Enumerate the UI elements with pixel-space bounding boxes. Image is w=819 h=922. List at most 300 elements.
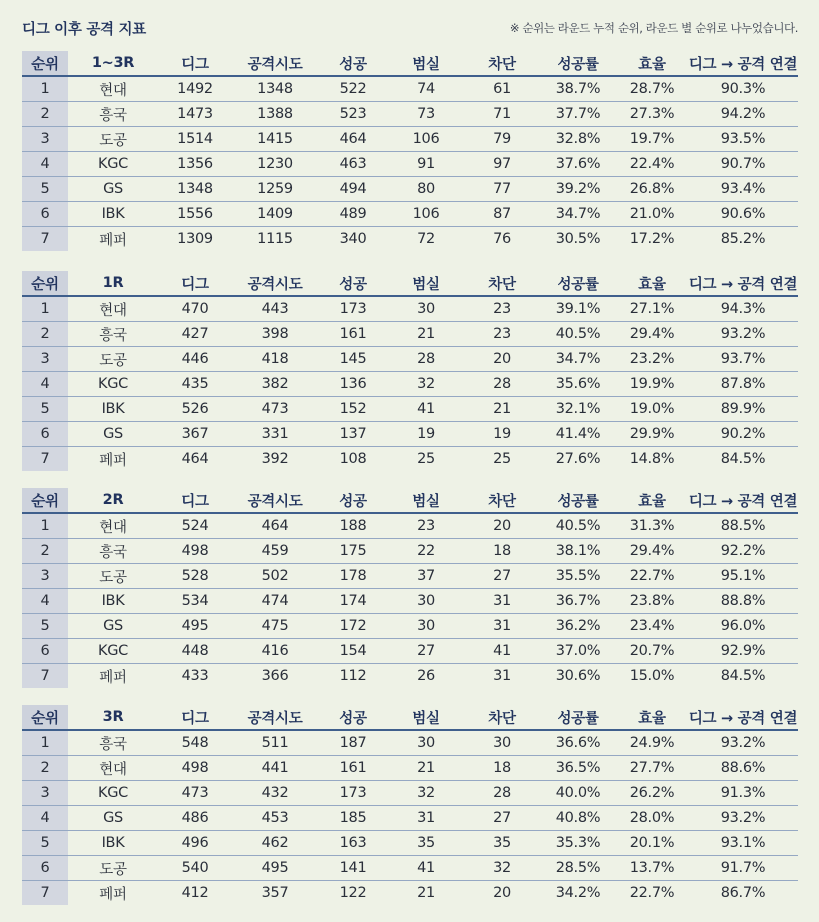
cell-team: 페퍼 [99,232,127,249]
cell-digs: 526 [158,397,232,422]
cell-blocked: 28 [464,781,540,806]
cell-errors: 35 [388,831,464,856]
cell-team: 흥국 [68,730,158,756]
column-header-efficiency: 효율 [616,488,688,513]
cell-success-rate: 36.7% [540,589,616,614]
cell-digs: 1356 [158,152,232,177]
cell-dig-to-attack: 95.1% [688,564,798,589]
cell-attack-attempts: 1230 [232,152,318,177]
cell-success: 464 [318,127,388,152]
column-header-success-rate: 성공률 [540,271,616,296]
column-header-success-rate: 성공률 [540,705,616,730]
cell-blocked: 31 [464,589,540,614]
cell-blocked: 32 [464,856,540,881]
column-header-success: 성공 [318,51,388,76]
cell-success-rate: 32.1% [540,397,616,422]
cell-digs: 1473 [158,102,232,127]
cell-errors: 41 [388,856,464,881]
stats-table [22,705,798,905]
cell-success: 152 [318,397,388,422]
column-header-success: 성공 [318,705,388,730]
cell-efficiency: 23.8% [616,589,688,614]
cell-rank: 6 [22,202,68,227]
cell-team: KGC [68,781,158,806]
cell-attack-attempts: 459 [232,539,318,564]
cell-attack-attempts: 464 [232,513,318,539]
cell-errors: 106 [388,202,464,227]
cell-dig-to-attack: 87.8% [688,372,798,397]
cell-success: 154 [318,639,388,664]
cell-blocked: 61 [464,76,540,102]
cell-dig-to-attack: 85.2% [720,231,766,247]
table-row [22,397,798,422]
cell-blocked: 41 [464,639,540,664]
cell-efficiency: 28.0% [616,806,688,831]
cell-efficiency: 21.0% [616,202,688,227]
table-row [22,102,798,127]
cell-success: 178 [318,564,388,589]
cell-efficiency: 22.4% [616,152,688,177]
table-row [22,781,798,806]
table-row [22,806,798,831]
cell-success-rate: 36.6% [540,730,616,756]
cell-errors: 80 [388,177,464,202]
cell-success: 137 [318,422,388,447]
column-header-success-rate: 성공률 [540,488,616,513]
cell-blocked: 23 [464,322,540,347]
cell-rank: 7 [22,664,68,689]
column-header-efficiency: 효율 [616,51,688,76]
column-header-efficiency: 효율 [616,705,688,730]
cell-efficiency: 15.0% [629,668,675,684]
cell-success-rate: 30.5% [555,231,601,247]
cell-errors: 30 [388,296,464,322]
cell-blocked: 97 [464,152,540,177]
cell-attack-attempts: 1259 [232,177,318,202]
cell-dig-to-attack: 84.5% [720,451,766,467]
cell-digs: 495 [158,614,232,639]
column-header-efficiency: 효율 [616,271,688,296]
cell-errors: 72 [417,231,435,247]
cell-success: 141 [318,856,388,881]
cell-attack-attempts: 398 [232,322,318,347]
cell-attack-attempts: 462 [232,831,318,856]
cell-dig-to-attack: 84.5% [720,668,766,684]
cell-rank: 1 [22,730,68,756]
ranking-note: ※ 순위는 라운드 누적 순위, 라운드 별 순위로 나누었습니다. [509,21,798,35]
cell-errors: 73 [388,102,464,127]
cell-efficiency: 22.7% [629,885,675,901]
table-row [22,589,798,614]
cell-team: IBK [68,202,158,227]
cell-success: 494 [318,177,388,202]
cell-team: IBK [68,831,158,856]
cell-dig-to-attack: 93.4% [688,177,798,202]
column-header-dig-to-attack: 디그 → 공격 연결 [688,271,798,296]
cell-rank: 4 [22,372,68,397]
cell-digs: 473 [158,781,232,806]
cell-errors: 74 [388,76,464,102]
cell-blocked: 28 [464,372,540,397]
table-header-row [22,51,798,76]
stats-table [22,488,798,688]
table-row [22,127,798,152]
cell-dig-to-attack: 93.1% [688,831,798,856]
cell-team: IBK [68,397,158,422]
cell-team: 도공 [68,564,158,589]
table-row [22,296,798,322]
cell-digs: 1309 [177,231,213,247]
cell-attack-attempts: 432 [232,781,318,806]
cell-attack-attempts: 416 [232,639,318,664]
cell-attack-attempts: 502 [232,564,318,589]
cell-success-rate: 41.4% [540,422,616,447]
column-header-success-rate: 성공률 [540,51,616,76]
cell-efficiency: 31.3% [616,513,688,539]
cell-errors: 31 [388,806,464,831]
cell-efficiency: 29.4% [616,539,688,564]
cell-attack-attempts: 382 [232,372,318,397]
cell-errors: 25 [417,451,435,467]
cell-efficiency: 23.2% [616,347,688,372]
cell-blocked: 31 [493,668,511,684]
column-header-dig-to-attack: 디그 → 공격 연결 [688,705,798,730]
column-header-attack-attempts: 공격시도 [232,705,318,730]
cell-digs: 1492 [158,76,232,102]
cell-success-rate: 37.6% [540,152,616,177]
cell-digs: 433 [181,668,209,684]
cell-success: 489 [318,202,388,227]
page-header [22,14,798,42]
column-header-rank: 순위 [22,271,68,296]
cell-dig-to-attack: 86.7% [720,885,766,901]
cell-blocked: 79 [464,127,540,152]
table-row [22,539,798,564]
cell-efficiency: 29.9% [616,422,688,447]
cell-success-rate: 36.5% [540,756,616,781]
cell-team: 도공 [68,856,158,881]
column-header-team: 2R [68,488,158,513]
cell-team: 페퍼 [99,886,127,903]
cell-success-rate: 38.7% [540,76,616,102]
table-row [22,322,798,347]
cell-dig-to-attack: 96.0% [688,614,798,639]
cell-efficiency: 19.7% [616,127,688,152]
cell-efficiency: 14.8% [629,451,675,467]
cell-efficiency: 13.7% [616,856,688,881]
column-header-team: 3R [68,705,158,730]
cell-rank: 7 [22,227,68,252]
cell-efficiency: 17.2% [629,231,675,247]
cell-blocked: 23 [464,296,540,322]
cell-success: 161 [318,322,388,347]
cell-success-rate: 38.1% [540,539,616,564]
table-row [22,664,798,689]
cell-rank: 7 [22,881,68,906]
cell-digs: 1348 [158,177,232,202]
cell-success-rate: 40.8% [540,806,616,831]
cell-success: 523 [318,102,388,127]
cell-dig-to-attack: 94.2% [688,102,798,127]
cell-attack-attempts: 418 [232,347,318,372]
cell-blocked: 71 [464,102,540,127]
cell-blocked: 31 [464,614,540,639]
cell-team: 도공 [68,347,158,372]
table-header-row [22,271,798,296]
cell-team: KGC [68,152,158,177]
cell-blocked: 25 [493,451,511,467]
cell-efficiency: 20.1% [616,831,688,856]
cell-errors: 30 [388,730,464,756]
cell-success: 112 [339,668,367,684]
table-row [22,639,798,664]
cell-attack-attempts: 495 [232,856,318,881]
cell-blocked: 20 [464,347,540,372]
cell-rank: 3 [22,781,68,806]
cell-efficiency: 22.7% [616,564,688,589]
cell-digs: 498 [158,539,232,564]
cell-success-rate: 35.3% [540,831,616,856]
table-row [22,564,798,589]
table-row [22,422,798,447]
column-header-attack-attempts: 공격시도 [232,271,318,296]
cell-success-rate: 40.0% [540,781,616,806]
cell-success-rate: 27.6% [555,451,601,467]
cell-efficiency: 27.1% [616,296,688,322]
cell-team: 현대 [68,296,158,322]
table-row [22,730,798,756]
cell-efficiency: 19.9% [616,372,688,397]
cell-errors: 21 [388,756,464,781]
cell-success-rate: 39.1% [540,296,616,322]
cell-digs: 534 [158,589,232,614]
cell-team: 흥국 [68,102,158,127]
cell-dig-to-attack: 89.9% [688,397,798,422]
table-row [22,76,798,102]
column-header-dig-to-attack: 디그 → 공격 연결 [688,51,798,76]
cell-success: 188 [318,513,388,539]
cell-rank: 2 [22,102,68,127]
cell-rank: 6 [22,856,68,881]
cell-success-rate: 35.6% [540,372,616,397]
cell-success: 163 [318,831,388,856]
table-row [22,447,798,472]
cell-errors: 21 [417,885,435,901]
cell-efficiency: 26.2% [616,781,688,806]
cell-success: 108 [339,451,367,467]
cell-errors: 28 [388,347,464,372]
cell-digs: 486 [158,806,232,831]
cell-rank: 6 [22,639,68,664]
cell-team: 현대 [68,513,158,539]
cell-dig-to-attack: 93.2% [688,806,798,831]
cell-digs: 464 [181,451,209,467]
cell-team: KGC [68,372,158,397]
cell-attack-attempts: 441 [232,756,318,781]
cell-attack-attempts: 357 [261,885,289,901]
cell-success-rate: 39.2% [540,177,616,202]
cell-errors: 27 [388,639,464,664]
cell-efficiency: 20.7% [616,639,688,664]
cell-attack-attempts: 366 [261,668,289,684]
cell-dig-to-attack: 90.3% [688,76,798,102]
cell-errors: 19 [388,422,464,447]
cell-success: 173 [318,781,388,806]
column-header-digs: 디그 [158,51,232,76]
cell-errors: 30 [388,589,464,614]
cell-success-rate: 40.5% [540,513,616,539]
cell-rank: 2 [22,539,68,564]
cell-success-rate: 34.7% [540,202,616,227]
cell-digs: 367 [158,422,232,447]
cell-rank: 3 [22,347,68,372]
table-row [22,881,798,906]
cell-blocked: 76 [493,231,511,247]
cell-digs: 496 [158,831,232,856]
cell-success: 185 [318,806,388,831]
cell-success: 173 [318,296,388,322]
cell-attack-attempts: 474 [232,589,318,614]
table-row [22,856,798,881]
table-row [22,227,798,252]
cell-digs: 446 [158,347,232,372]
cell-team: GS [68,422,158,447]
cell-success: 175 [318,539,388,564]
cell-dig-to-attack: 93.5% [688,127,798,152]
column-header-digs: 디그 [158,705,232,730]
cell-errors: 32 [388,372,464,397]
cell-success: 145 [318,347,388,372]
cell-dig-to-attack: 93.2% [688,730,798,756]
column-header-digs: 디그 [158,488,232,513]
cell-dig-to-attack: 94.3% [688,296,798,322]
cell-attack-attempts: 1409 [232,202,318,227]
cell-digs: 470 [158,296,232,322]
cell-team: GS [68,614,158,639]
table-row [22,372,798,397]
table-row [22,177,798,202]
cell-blocked: 30 [464,730,540,756]
cell-efficiency: 19.0% [616,397,688,422]
cell-success-rate: 35.5% [540,564,616,589]
cell-rank: 6 [22,422,68,447]
table-row [22,831,798,856]
cell-dig-to-attack: 93.7% [688,347,798,372]
cell-team: KGC [68,639,158,664]
cell-attack-attempts: 473 [232,397,318,422]
cell-rank: 4 [22,589,68,614]
cell-success: 172 [318,614,388,639]
cell-rank: 2 [22,756,68,781]
cell-team: GS [68,177,158,202]
cell-rank: 3 [22,564,68,589]
column-header-rank: 순위 [22,705,68,730]
table-header-row [22,488,798,513]
cell-team: 현대 [68,756,158,781]
column-header-attack-attempts: 공격시도 [232,51,318,76]
cell-success-rate: 30.6% [555,668,601,684]
cell-attack-attempts: 331 [232,422,318,447]
cell-blocked: 20 [493,885,511,901]
cell-dig-to-attack: 88.8% [688,589,798,614]
cell-digs: 1514 [158,127,232,152]
cell-team: 현대 [68,76,158,102]
cell-dig-to-attack: 88.6% [688,756,798,781]
column-header-blocked: 차단 [464,51,540,76]
cell-dig-to-attack: 91.3% [688,781,798,806]
cell-success: 161 [318,756,388,781]
cell-team: 페퍼 [99,452,127,469]
table-block-round-2 [22,488,798,688]
table-header-row [22,705,798,730]
cell-team: 도공 [68,127,158,152]
cell-attack-attempts: 1415 [232,127,318,152]
cell-team: 흥국 [68,322,158,347]
cell-errors: 32 [388,781,464,806]
cell-efficiency: 27.3% [616,102,688,127]
cell-blocked: 35 [464,831,540,856]
cell-digs: 1556 [158,202,232,227]
column-header-errors: 범실 [388,705,464,730]
column-header-digs: 디그 [158,271,232,296]
cell-success-rate: 34.2% [555,885,601,901]
cell-digs: 548 [158,730,232,756]
cell-success-rate: 34.7% [540,347,616,372]
cell-errors: 37 [388,564,464,589]
cell-dig-to-attack: 91.7% [688,856,798,881]
cell-digs: 448 [158,639,232,664]
cell-blocked: 21 [464,397,540,422]
cell-dig-to-attack: 90.6% [688,202,798,227]
cell-digs: 435 [158,372,232,397]
cell-rank: 5 [22,397,68,422]
cell-rank: 4 [22,152,68,177]
cell-rank: 5 [22,177,68,202]
cell-team: 페퍼 [99,669,127,686]
table-block-round-1 [22,271,798,471]
table-block-cumulative [22,51,798,251]
column-header-rank: 순위 [22,488,68,513]
cell-errors: 23 [388,513,464,539]
cell-dig-to-attack: 92.9% [688,639,798,664]
cell-rank: 7 [22,447,68,472]
column-header-errors: 범실 [388,51,464,76]
page-title: 디그 이후 공격 지표 [22,22,146,38]
cell-attack-attempts: 1348 [232,76,318,102]
cell-success-rate: 28.5% [540,856,616,881]
cell-rank: 3 [22,127,68,152]
column-header-blocked: 차단 [464,271,540,296]
cell-efficiency: 24.9% [616,730,688,756]
cell-success-rate: 37.0% [540,639,616,664]
cell-efficiency: 28.7% [616,76,688,102]
stats-table [22,271,798,471]
cell-blocked: 87 [464,202,540,227]
cell-errors: 21 [388,322,464,347]
cell-errors: 22 [388,539,464,564]
column-header-blocked: 차단 [464,705,540,730]
cell-blocked: 18 [464,539,540,564]
cell-attack-attempts: 443 [232,296,318,322]
cell-team: 흥국 [68,539,158,564]
cell-blocked: 19 [464,422,540,447]
cell-attack-attempts: 453 [232,806,318,831]
cell-success: 187 [318,730,388,756]
cell-digs: 498 [158,756,232,781]
cell-blocked: 18 [464,756,540,781]
cell-rank: 2 [22,322,68,347]
cell-attack-attempts: 392 [261,451,289,467]
